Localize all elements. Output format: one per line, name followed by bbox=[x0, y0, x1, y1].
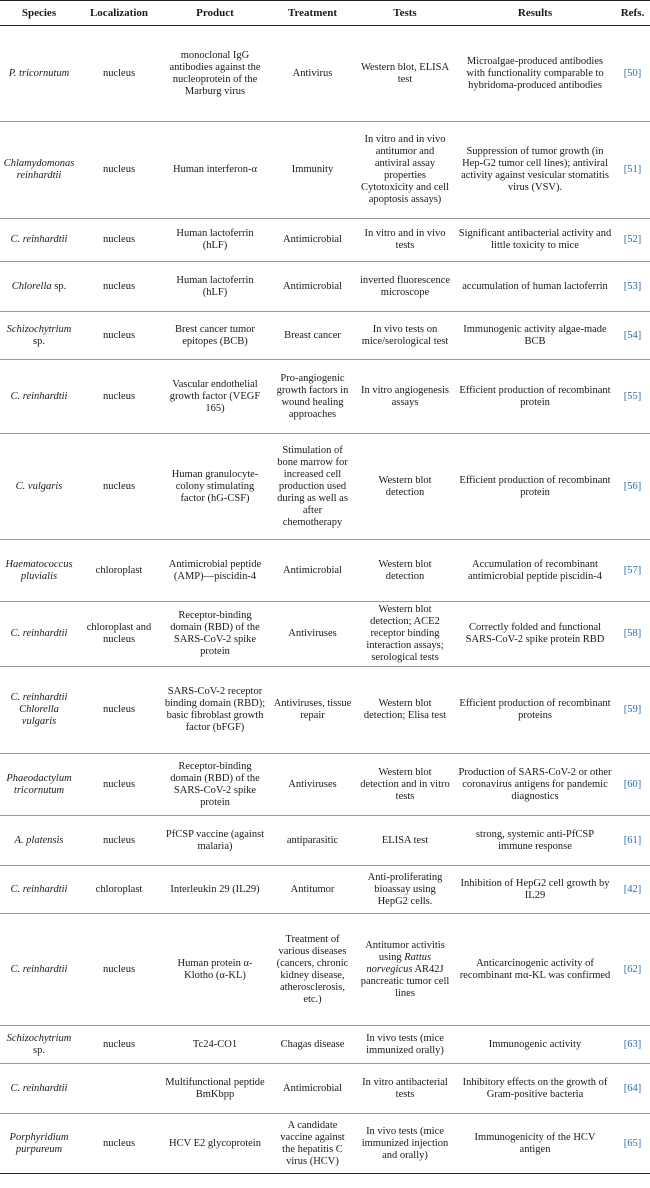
cell-results: Anticarcinogenic activity of recombinant mα-KL was confirmed bbox=[455, 914, 615, 1026]
cell-species: C. reinhardtii bbox=[0, 360, 78, 434]
tests-text-post: AR42J pancreatic tumor cell lines bbox=[360, 963, 450, 999]
col-header-product: Product bbox=[160, 1, 270, 26]
table-row bbox=[0, 219, 650, 262]
table-row bbox=[0, 262, 650, 312]
cell-species: P. tricornutum bbox=[0, 26, 78, 122]
cell-tests: In vitro antibacterial tests bbox=[355, 1064, 455, 1114]
cell-results: Efficient production of recombinant proteins bbox=[455, 667, 615, 754]
cell-tests: Western blot detection; Elisa test bbox=[355, 667, 455, 754]
species-suffix: sp. bbox=[33, 335, 45, 347]
cell-product: Human protein α-Klotho (α-KL) bbox=[160, 914, 270, 1026]
cell-tests: inverted fluorescence microscope bbox=[355, 262, 455, 312]
cell-ref-link[interactable]: [63] bbox=[615, 1026, 650, 1064]
cell-results: Immunogenic activity bbox=[455, 1026, 615, 1064]
cell-results: accumulation of human lactoferrin bbox=[455, 262, 615, 312]
cell-ref-link[interactable]: [56] bbox=[615, 434, 650, 540]
table-row bbox=[0, 866, 650, 914]
cell-localization: nucleus bbox=[78, 360, 160, 434]
cell-localization: nucleus bbox=[78, 262, 160, 312]
cell-species: Chlamydomonas reinhardtii bbox=[0, 122, 78, 219]
col-header-treatment: Treatment bbox=[270, 1, 355, 26]
cell-product: Antimicrobial peptide (AMP)—piscidin-4 bbox=[160, 540, 270, 602]
cell-treatment: Antimicrobial bbox=[270, 1064, 355, 1114]
cell-product: PfCSP vaccine (against malaria) bbox=[160, 816, 270, 866]
cell-localization: nucleus bbox=[78, 667, 160, 754]
col-header-species: Species bbox=[0, 1, 78, 26]
cell-treatment: Antimicrobial bbox=[270, 262, 355, 312]
cell-product: Multifunctional peptide BmKbpp bbox=[160, 1064, 270, 1114]
cell-ref-link[interactable]: [57] bbox=[615, 540, 650, 602]
cell-species: C. reinhardtii bbox=[0, 219, 78, 262]
cell-product: monoclonal IgG antibodies against the nucleoprotein of the Marburg virus bbox=[160, 26, 270, 122]
cell-product: Interleukin 29 (IL29) bbox=[160, 866, 270, 914]
cell-treatment: antiparasitic bbox=[270, 816, 355, 866]
table-row bbox=[0, 602, 650, 667]
cell-results: strong, systemic anti-PfCSP immune response bbox=[455, 816, 615, 866]
cell-tests: In vitro angiogenesis assays bbox=[355, 360, 455, 434]
cell-species: Haematococcus pluvialis bbox=[0, 540, 78, 602]
cell-ref-link[interactable]: [60] bbox=[615, 754, 650, 816]
cell-tests: Western blot detection bbox=[355, 540, 455, 602]
table-row bbox=[0, 26, 650, 122]
cell-species bbox=[0, 262, 78, 312]
table-row bbox=[0, 540, 650, 602]
cell-results: Significant antibacterial activity and little toxicity to mice bbox=[455, 219, 615, 262]
tests-text-pre: Antitumor activitis using bbox=[365, 939, 445, 963]
table-row bbox=[0, 667, 650, 754]
cell-product: Receptor-binding domain (RBD) of the SARS-CoV-2 spike protein bbox=[160, 754, 270, 816]
cell-treatment: Stimulation of bone marrow for increased cell production used during as well as after chemotherapy bbox=[270, 434, 355, 540]
cell-tests: In vivo tests (mice immunized injection and orally) bbox=[355, 1114, 455, 1174]
cell-localization: nucleus bbox=[78, 1026, 160, 1064]
col-header-tests: Tests bbox=[355, 1, 455, 26]
cell-treatment: Antiviruses, tissue repair bbox=[270, 667, 355, 754]
cell-results: Inhibitory effects on the growth of Gram-positive bacteria bbox=[455, 1064, 615, 1114]
cell-tests: Anti-proliferating bioassay using HepG2 cells. bbox=[355, 866, 455, 914]
cell-ref-link[interactable]: [64] bbox=[615, 1064, 650, 1114]
cell-tests: ELISA test bbox=[355, 816, 455, 866]
table-row bbox=[0, 122, 650, 219]
table-row bbox=[0, 360, 650, 434]
cell-treatment: Antimicrobial bbox=[270, 540, 355, 602]
cell-product: Tc24-CO1 bbox=[160, 1026, 270, 1064]
cell-product: Human interferon-α bbox=[160, 122, 270, 219]
cell-treatment: Breast cancer bbox=[270, 312, 355, 360]
col-header-localization: Localization bbox=[78, 1, 160, 26]
cell-tests: In vivo tests (mice immunized orally) bbox=[355, 1026, 455, 1064]
cell-results: Correctly folded and functional SARS-CoV-2 spike protein RBD bbox=[455, 602, 615, 667]
col-header-results: Results bbox=[455, 1, 615, 26]
cell-product: Vascular endothelial growth factor (VEGF 165) bbox=[160, 360, 270, 434]
cell-results: Immunogenic activity algae-made BCB bbox=[455, 312, 615, 360]
cell-species: C. reinhardtii Chlorella vulgaris bbox=[0, 667, 78, 754]
cell-ref-link[interactable]: [61] bbox=[615, 816, 650, 866]
table-row bbox=[0, 816, 650, 866]
cell-product: Receptor-binding domain (RBD) of the SARS-CoV-2 spike protein bbox=[160, 602, 270, 667]
cell-localization: chloroplast bbox=[78, 540, 160, 602]
cell-results: Immunogenicity of the HCV antigen bbox=[455, 1114, 615, 1174]
cell-ref-link[interactable]: [42] bbox=[615, 866, 650, 914]
cell-species: C. reinhardtii bbox=[0, 1064, 78, 1114]
cell-tests: Western blot detection; ACE2 receptor binding interaction assays; serological tests bbox=[355, 602, 455, 667]
cell-ref-link[interactable]: [62] bbox=[615, 914, 650, 1026]
cell-tests: In vitro and in vivo antitumor and antiviral assay properties Cytotoxicity and cell apoptosis assays) bbox=[355, 122, 455, 219]
cell-localization: nucleus bbox=[78, 122, 160, 219]
cell-tests: In vivo tests on mice/serological test bbox=[355, 312, 455, 360]
cell-treatment: Chagas disease bbox=[270, 1026, 355, 1064]
cell-ref-link[interactable]: [53] bbox=[615, 262, 650, 312]
cell-results: Suppression of tumor growth (in Hep-G2 tumor cell lines); antiviral activity against vesicular stomatitis virus (VSV). bbox=[455, 122, 615, 219]
table-row bbox=[0, 914, 650, 1026]
cell-species: Phaeodactylum tricornutum bbox=[0, 754, 78, 816]
cell-treatment: A candidate vaccine against the hepatitis C virus (HCV) bbox=[270, 1114, 355, 1174]
cell-ref-link[interactable]: [54] bbox=[615, 312, 650, 360]
cell-product: SARS-CoV-2 receptor binding domain (RBD); basic fibroblast growth factor (bFGF) bbox=[160, 667, 270, 754]
species-genus: Chlorella bbox=[11, 280, 52, 292]
table-row bbox=[0, 312, 650, 360]
cell-species bbox=[0, 1026, 78, 1064]
table-row bbox=[0, 754, 650, 816]
tests-species-italic: Rattus norvegicus bbox=[366, 951, 432, 975]
cell-results: Efficient production of recombinant protein bbox=[455, 434, 615, 540]
cell-results: Inhibition of HepG2 cell growth by IL29 bbox=[455, 866, 615, 914]
table-row bbox=[0, 434, 650, 540]
header-row bbox=[0, 1, 650, 26]
cell-product: Human lactoferrin (hLF) bbox=[160, 219, 270, 262]
cell-localization bbox=[78, 1064, 160, 1114]
col-header-refs: Refs. bbox=[615, 1, 650, 26]
species-genus: Schizochytrium bbox=[6, 1032, 72, 1044]
cell-treatment: Pro-angiogenic growth factors in wound healing approaches bbox=[270, 360, 355, 434]
cell-localization: chloroplast and nucleus bbox=[78, 602, 160, 667]
table-row bbox=[0, 1114, 650, 1174]
cell-species: Porphyridium purpureum bbox=[0, 1114, 78, 1174]
cell-tests: In vitro and in vivo tests bbox=[355, 219, 455, 262]
cell-treatment: Antiviruses bbox=[270, 602, 355, 667]
cell-species: C. reinhardtii bbox=[0, 914, 78, 1026]
cell-treatment: Immunity bbox=[270, 122, 355, 219]
cell-tests: Western blot, ELISA test bbox=[355, 26, 455, 122]
cell-results: Efficient production of recombinant protein bbox=[455, 360, 615, 434]
cell-ref-link[interactable]: [58] bbox=[615, 602, 650, 667]
species-suffix: sp. bbox=[51, 280, 67, 292]
cell-species: C. reinhardtii bbox=[0, 866, 78, 914]
cell-localization: nucleus bbox=[78, 914, 160, 1026]
cell-localization: nucleus bbox=[78, 816, 160, 866]
species-suffix: sp. bbox=[33, 1044, 45, 1056]
cell-product: HCV E2 glycoprotein bbox=[160, 1114, 270, 1174]
cell-tests: Western blot detection bbox=[355, 434, 455, 540]
cell-ref-link[interactable]: [52] bbox=[615, 219, 650, 262]
cell-localization: nucleus bbox=[78, 26, 160, 122]
cell-species: C. reinhardtii bbox=[0, 602, 78, 667]
cell-localization: nucleus bbox=[78, 1114, 160, 1174]
cell-tests: Western blot detection and in vitro tests bbox=[355, 754, 455, 816]
cell-ref-link[interactable]: [50] bbox=[615, 26, 650, 122]
cell-species bbox=[0, 312, 78, 360]
cell-ref-link[interactable]: [51] bbox=[615, 122, 650, 219]
cell-treatment: Antimicrobial bbox=[270, 219, 355, 262]
cell-ref-link[interactable]: [59] bbox=[615, 667, 650, 754]
cell-product: Human lactoferrin (hLF) bbox=[160, 262, 270, 312]
cell-species: A. platensis bbox=[0, 816, 78, 866]
table-row bbox=[0, 1064, 650, 1114]
cell-treatment: Antivirus bbox=[270, 26, 355, 122]
cell-localization: nucleus bbox=[78, 219, 160, 262]
cell-treatment: Antitumor bbox=[270, 866, 355, 914]
cell-ref-link[interactable]: [65] bbox=[615, 1114, 650, 1174]
species-genus: Schizochytrium bbox=[6, 323, 72, 335]
cell-localization: nucleus bbox=[78, 754, 160, 816]
cell-species: C. vulgaris bbox=[0, 434, 78, 540]
cell-ref-link[interactable]: [55] bbox=[615, 360, 650, 434]
cell-localization: chloroplast bbox=[78, 866, 160, 914]
cell-product: Brest cancer tumor epitopes (BCB) bbox=[160, 312, 270, 360]
cell-localization: nucleus bbox=[78, 434, 160, 540]
cell-results: Microalgae-produced antibodies with functionality comparable to hybridoma-produced antibodies bbox=[455, 26, 615, 122]
cell-treatment: Treatment of various diseases (cancers, chronic kidney disease, atherosclerosis, etc.) bbox=[270, 914, 355, 1026]
cell-tests bbox=[355, 914, 455, 1026]
cell-treatment: Antiviruses bbox=[270, 754, 355, 816]
table-row bbox=[0, 1026, 650, 1064]
cell-results: Production of SARS-CoV-2 or other coronavirus antigens for pandemic diagnostics bbox=[455, 754, 615, 816]
cell-results: Accumulation of recombinant antimicrobial peptide piscidin-4 bbox=[455, 540, 615, 602]
cell-localization: nucleus bbox=[78, 312, 160, 360]
cell-product: Human granulocyte-colony stimulating factor (hG-CSF) bbox=[160, 434, 270, 540]
